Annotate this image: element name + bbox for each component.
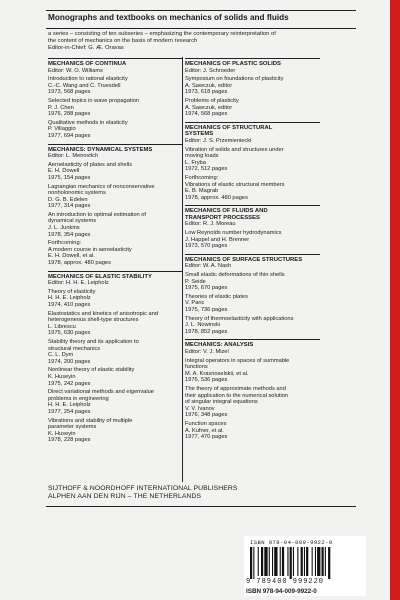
book-entry	[185, 147, 320, 173]
book-entry-line: 1976, 288 pages	[48, 111, 91, 118]
series-section	[185, 339, 320, 440]
book-entry-line: Small elastic deformations of thin shells	[185, 272, 285, 279]
section-title-line: SYSTEMS	[185, 131, 214, 138]
book-entry-line: 1977, 314 pages	[48, 203, 91, 210]
editor-in-chief: Editor-in-Chief: G. Æ. Oravas	[48, 44, 124, 51]
section-editor: Editor: H. H. E. Leipholz	[48, 280, 109, 287]
book-entry-line: 1973, 568 pages	[48, 89, 91, 96]
book-entry	[185, 294, 320, 314]
section-title	[185, 61, 320, 68]
book-entry	[185, 316, 320, 336]
book-entry-line: nonholonomic systems	[48, 190, 106, 197]
book-entry-line: V. Panc	[185, 300, 205, 307]
book-entry-line: Vibration of solids and structures under	[185, 146, 284, 153]
series-section	[48, 271, 183, 444]
book-entry-line: 1977, 254 pages	[48, 408, 91, 415]
section-editor: Editor: J. Schroeder	[185, 67, 236, 74]
book-entry	[48, 98, 183, 118]
book-entry-line: 1974, 568 pages	[185, 111, 228, 118]
book-entry-line: C. L. Dym	[48, 352, 74, 359]
book-entry-line: Selected topics in wave propagation	[48, 97, 140, 104]
book-entry-line: J. Happel and H. Brenner	[185, 236, 250, 243]
section-editor: Editor: W. O. Williams	[48, 67, 103, 74]
barcode-label	[244, 536, 366, 596]
series-section	[185, 58, 320, 118]
barcode-bar	[290, 547, 292, 579]
barcode-bar	[261, 547, 263, 576]
section-title	[48, 274, 183, 281]
book-entry-line: K. Huseyin	[48, 373, 76, 380]
book-entry	[185, 272, 320, 292]
book-entry-line: H. H. E. Leipholz	[48, 295, 91, 302]
book-entry	[48, 212, 183, 238]
section-editor: Editor: V. J. Mizel	[185, 348, 229, 355]
book-entry-line: 1978, approx. 480 pages	[185, 194, 248, 201]
book-entry	[48, 311, 183, 337]
barcode-bar	[325, 547, 326, 576]
series-description-line: the content of mechanics on the basis of modern research	[48, 37, 198, 44]
book-entry-line: Direct variational methods and eigenvalue	[48, 389, 154, 396]
book-entry-line: 1974, 410 pages	[48, 302, 91, 308]
book-entry-line: 1977, 470 pages	[185, 434, 228, 441]
book-entry-line: Function spaces	[185, 420, 227, 427]
book-entry-line: A modern course in aeroelasticity	[48, 246, 132, 253]
book-entry-line: Lagrangian mechanics of nonconservative	[48, 183, 155, 190]
barcode-bar	[250, 547, 252, 579]
section-editor: Editor: W. A. Nash	[185, 263, 232, 270]
book-entry	[48, 289, 183, 309]
book-entry-line: P. Villaggio	[48, 126, 76, 133]
barcode-bar	[322, 547, 324, 576]
section-editor: Editor: R. J. Moreau	[185, 221, 236, 228]
barcode-bar	[287, 547, 288, 576]
book-entry-line: J. L. Junkins	[48, 225, 80, 232]
book-entry-line: Forthcoming:	[48, 240, 82, 247]
book-entry-line: 1975, 670 pages	[185, 285, 228, 292]
barcode-bar	[274, 547, 277, 576]
book-entry	[185, 421, 320, 441]
book-entry	[185, 175, 320, 201]
barcode-bar	[297, 547, 298, 576]
book-entry-line: M. A. Krasnoselskii, et al.	[185, 370, 249, 377]
book-entry	[48, 184, 183, 210]
series-section	[48, 58, 183, 140]
book-entry-line: Low Reynolds number hydrodynamics	[185, 230, 282, 237]
series-description-line: a series – consisting of ten subseries – emphasizing the contemporary reinterpretation of	[48, 31, 276, 37]
barcode-bar	[312, 547, 313, 576]
section-editor: Editor: J. S. Przemieniecki	[185, 137, 252, 144]
book-entry-line: 1976, 348 pages	[185, 412, 228, 419]
section-title-line: MECHANICS OF STRUCTURAL	[185, 124, 273, 131]
series-description	[48, 31, 378, 51]
book-entry-line: Theories of elastic plates	[185, 293, 248, 300]
barcode-bar	[304, 547, 305, 576]
barcode-bar	[253, 547, 254, 579]
book-entry-line: E. H. Dowell, et al.	[48, 253, 95, 260]
publisher-rule	[46, 506, 356, 507]
book-entry-line: J. L. Nowinski	[185, 322, 221, 329]
book-entry-line: 1975, 242 pages	[48, 380, 91, 387]
book-entry	[185, 230, 320, 250]
section-title-line: MECHANICS OF PLASTIC SOLIDS	[185, 61, 281, 67]
book-entry-line: D. G. B. Edelen	[48, 196, 88, 203]
barcode-bar	[293, 547, 294, 576]
book-entry-line: Elastostatics and kinetics of anisotropic and	[48, 310, 159, 317]
barcode-bar	[306, 547, 308, 576]
book-entry-line: 1976, 536 pages	[185, 377, 228, 384]
barcode-isbn-small: ISBN 978-94-009-9922-0	[250, 539, 333, 546]
book-entry-line: 1975, 154 pages	[48, 174, 91, 181]
barcode-bar	[301, 547, 303, 576]
barcode-bar	[280, 547, 281, 576]
section-title	[185, 208, 320, 221]
book-entry-line: A. Sawczuk, editor	[185, 104, 233, 111]
section-title-line: MECHANICS OF SURFACE STRUCTURES	[185, 256, 303, 263]
book-entry	[48, 162, 183, 182]
book-entry-line: 1972, 512 pages	[185, 166, 228, 173]
section-title-line: MECHANICS OF ELASTIC STABILITY	[48, 273, 152, 280]
book-entry-line: The theory of approximate methods and	[185, 385, 286, 392]
publisher-location: ALPHEN AAN DEN RIJN – THE NETHERLANDS	[48, 493, 202, 500]
book-entry-line: 1978, 228 pages	[48, 437, 91, 444]
book-entry-line: 1978, 354 pages	[48, 231, 91, 238]
barcode-bar	[317, 547, 320, 576]
book-entry-line: C.-C. Wang and C. Truesdell	[48, 82, 121, 89]
book-entry	[185, 386, 320, 419]
book-entry-line: Aeroelasticity of plates and shells	[48, 161, 133, 168]
book-entry-line: 1974, 200 pages	[48, 358, 91, 365]
book-entry-line: Theory of thermoelasticity with applications	[185, 315, 294, 322]
section-title-line: MECHANICS: ANALYSIS	[185, 342, 254, 349]
publisher-block	[48, 485, 348, 501]
section-title	[185, 257, 320, 264]
book-entry-line: structural mechanics	[48, 345, 101, 352]
section-title	[48, 61, 183, 68]
book-entry	[185, 358, 320, 384]
book-entry-line: 1975, 630 pages	[48, 330, 91, 337]
book-entry	[48, 76, 183, 96]
section-title	[185, 125, 320, 138]
book-entry	[48, 418, 183, 444]
book-entry-line: K. Huseyin	[48, 430, 76, 437]
book-entry-line: heterogeneous shell-type structures	[48, 317, 139, 324]
right-column	[185, 58, 320, 445]
book-entry-line: Vibrations of elastic structural members	[185, 181, 285, 188]
series-section	[185, 254, 320, 336]
book-entry-line: problems in engineering	[48, 395, 109, 402]
book-entry-line: 1978, approx. 480 pages	[48, 260, 111, 267]
book-entry	[48, 367, 183, 387]
barcode-bar	[328, 547, 330, 579]
left-column	[48, 58, 183, 448]
book-entry-line: A. Kufner, et al.	[185, 427, 224, 434]
book-entry-line: dynamical systems	[48, 218, 97, 225]
book-entry-line: V. V. Ivanov	[185, 405, 215, 412]
book-entry-line: An introduction to optimal estimation of	[48, 211, 147, 218]
book-entry-line: moving loads	[185, 153, 219, 160]
book-entry-line: 1973, 618 pages	[185, 89, 228, 96]
barcode-bar	[269, 547, 270, 576]
publisher-name: SIJTHOFF & NOORDHOFF INTERNATIONAL PUBLISHERS	[48, 485, 238, 492]
book-entry-line: H. H. E. Leipholz	[48, 402, 91, 409]
book-entry-line: 1978, 852 pages	[185, 328, 228, 335]
isbn-number: ISBN 978-94-009-9922-0	[246, 588, 317, 595]
book-entry-line: A. Sawczuk, editor	[185, 82, 233, 89]
book-entry-line: Theory of elasticity	[48, 288, 96, 295]
red-side-band	[390, 0, 400, 600]
book-entry-line: E. H. Dowell	[48, 168, 80, 175]
book-entry-line: P. J. Chen	[48, 104, 74, 111]
barcode-bar	[272, 547, 273, 576]
section-title	[48, 147, 183, 154]
book-entry-line: their application to the numerical solution	[185, 392, 289, 399]
book-entry-line: 1975, 736 pages	[185, 307, 228, 313]
book-entry	[48, 389, 183, 415]
series-section	[185, 205, 320, 250]
book-entry-line: Stability theory and its application to	[48, 338, 139, 345]
book-entry-line: parameter systems	[48, 424, 97, 431]
barcode-bar	[258, 547, 259, 576]
book-entry-line: of singular integral equations	[185, 399, 258, 406]
section-title-line: MECHANICS: DYNAMICAL SYSTEMS	[48, 146, 153, 153]
book-entry-line: 1973, 570 pages	[185, 243, 228, 250]
barcode-icon	[250, 547, 360, 579]
series-section	[185, 122, 320, 202]
book-entry-line: L. Fryba	[185, 159, 206, 166]
book-entry-line: Nonlinear theory of elastic stability	[48, 367, 135, 374]
book-entry	[48, 339, 183, 365]
series-title: Monographs and textbooks on mechanics of solids and fluids	[48, 13, 289, 22]
book-entry-line: 1977, 694 pages	[48, 132, 91, 139]
book-entry	[48, 240, 183, 266]
book-entry-line: Qualitative methods in elasticity	[48, 119, 128, 126]
section-title-line: MECHANICS OF FLUIDS AND	[185, 208, 268, 215]
book-entry-line: Forthcoming:	[185, 174, 219, 181]
book-entry	[48, 120, 183, 140]
section-title-line: TRANSPORT PROCESSES	[185, 214, 260, 221]
barcode-digits: 9 789400 999220	[246, 578, 325, 586]
book-entry-line: Symposium on foundations of plasticity	[185, 76, 284, 83]
book-entry-line: Introduction to rational elasticity	[48, 76, 128, 83]
book-entry	[185, 76, 320, 96]
book-entry-line: P. Seide	[185, 278, 206, 285]
barcode-bar	[282, 547, 284, 576]
section-title	[185, 342, 320, 349]
section-title-line: MECHANICS OF CONTINUA	[48, 61, 127, 67]
section-editor: Editor: L. Meirovitch	[48, 153, 99, 160]
barcode-bar	[264, 547, 267, 576]
series-section	[48, 144, 183, 267]
book-entry-line: Problems of plasticity	[185, 97, 239, 104]
book-entry-line: Vibrations and stability of multiple	[48, 417, 133, 424]
book-entry-line: L. Librescu	[48, 323, 76, 330]
book-entry-line: functions	[185, 364, 208, 371]
book-entry-line: E. B. Magrab	[185, 188, 219, 195]
book-entry-line: Integral operators in spaces of summable	[185, 357, 290, 364]
book-entry	[185, 98, 320, 118]
barcode-bar	[315, 547, 316, 576]
